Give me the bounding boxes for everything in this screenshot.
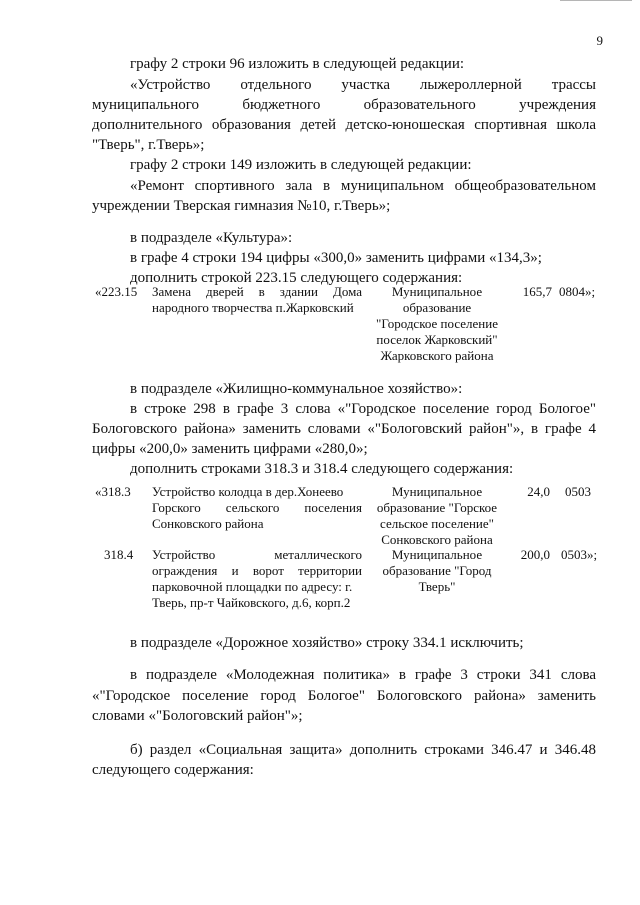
paragraph-line: в подразделе «Дорожное хозяйство» строку 334.1 исключить; bbox=[130, 635, 524, 651]
row-org-line: Муниципальное bbox=[391, 284, 483, 299]
paragraph-line: графу 2 строки 149 изложить в следующей редакции: bbox=[130, 157, 472, 173]
paragraph-line: графу 2 строки 96 изложить в следующей редакции: bbox=[130, 56, 465, 72]
row-name-line: Сонковского района bbox=[152, 516, 264, 531]
paragraph-line: в подразделе «Молодежная политика» в графе 3 строки 341 слова bbox=[130, 667, 596, 683]
paragraph-line: муниципального бюджетного образовательного учреждения bbox=[92, 97, 596, 113]
row-name-line: ограждения и ворот территории bbox=[152, 563, 362, 578]
paragraph-line: «Устройство отдельного участка лыжероллерной трассы bbox=[130, 77, 596, 93]
row-name-line: Горского сельского поселения bbox=[152, 500, 362, 515]
paragraph-line: дополнить строкой 223.15 следующего содержания: bbox=[130, 270, 463, 286]
row-name-line: народного творчества п.Жарковский bbox=[152, 300, 354, 315]
row-code: 0804»; bbox=[559, 284, 596, 299]
paragraph-line: в строке 298 в графе 3 слова «"Городское поселение город Бологое" bbox=[130, 401, 596, 417]
row-code: 0503 bbox=[565, 484, 591, 499]
paragraph-line: в подразделе «Жилищно-коммунальное хозяйство»: bbox=[130, 381, 463, 397]
row-org-line: образование "Горское bbox=[376, 500, 498, 515]
row-number: 318.4 bbox=[104, 547, 134, 562]
paragraph-line: «"Городское поселение город Бологое" Бологовского района» заменить bbox=[92, 688, 596, 704]
paragraph-line: «Ремонт спортивного зала в муниципальном общеобразовательном bbox=[130, 178, 596, 194]
row-org-line: Сонковского района bbox=[381, 532, 493, 547]
row-name-line: Тверь, пр-т Чайковского, д.6, корп.2 bbox=[152, 595, 351, 610]
paragraph-line: дополнить строками 318.3 и 318.4 следующего содержания: bbox=[130, 461, 514, 477]
row-number: «318.3 bbox=[95, 484, 131, 499]
paragraph-line: дополнительного образования детей детско-юношеская спортивная школа bbox=[92, 117, 596, 133]
paragraph-line: в графе 4 строки 194 цифры «300,0» заменить цифрами «134,3»; bbox=[130, 250, 542, 266]
row-name-line: Устройство металлического bbox=[152, 547, 362, 562]
page-number: 9 bbox=[596, 33, 603, 48]
row-org-line: образование bbox=[402, 300, 472, 315]
row-org-line: образование "Город bbox=[382, 563, 492, 578]
row-org-line: Муниципальное bbox=[391, 484, 483, 499]
row-org-line: поселок Жарковский" bbox=[376, 332, 498, 347]
paragraph-line: б) раздел «Социальная защита» дополнить строками 346.47 и 346.48 bbox=[130, 742, 596, 758]
row-org-line: сельское поселение" bbox=[380, 516, 494, 531]
paragraph-line: "Тверь", г.Тверь»; bbox=[92, 137, 205, 153]
corner-mark bbox=[560, 0, 632, 4]
row-org-line: Тверь" bbox=[418, 579, 456, 594]
row-amount: 24,0 bbox=[527, 484, 550, 499]
row-name-line: Устройство колодца в дер.Хонеево bbox=[152, 484, 344, 499]
row-org-line: Жарковского района bbox=[380, 348, 494, 363]
paragraph-line: цифры «200,0» заменить цифрами «280,0»; bbox=[92, 441, 368, 457]
paragraph-line: словами «"Бологовский район"»; bbox=[92, 708, 303, 724]
row-number: «223.15 bbox=[95, 284, 138, 299]
row-name-line: парковочной площадки по адресу: г. bbox=[152, 579, 353, 594]
row-amount: 165,7 bbox=[522, 284, 552, 299]
paragraph-line: учреждении Тверская гимназия №10, г.Тверь»; bbox=[92, 198, 391, 214]
paragraph-line: Бологовского района» заменить словами «"Бологовский район"», в графе 4 bbox=[92, 421, 596, 437]
row-name-line: Замена дверей в здании Дома bbox=[152, 284, 362, 299]
row-org-line: Муниципальное bbox=[391, 547, 483, 562]
row-org-line: "Городское поселение bbox=[376, 316, 498, 331]
paragraph-line: следующего содержания: bbox=[92, 762, 254, 778]
row-amount: 200,0 bbox=[520, 547, 550, 562]
paragraph-line: в подразделе «Культура»: bbox=[130, 230, 293, 246]
row-code: 0503»; bbox=[561, 547, 598, 562]
